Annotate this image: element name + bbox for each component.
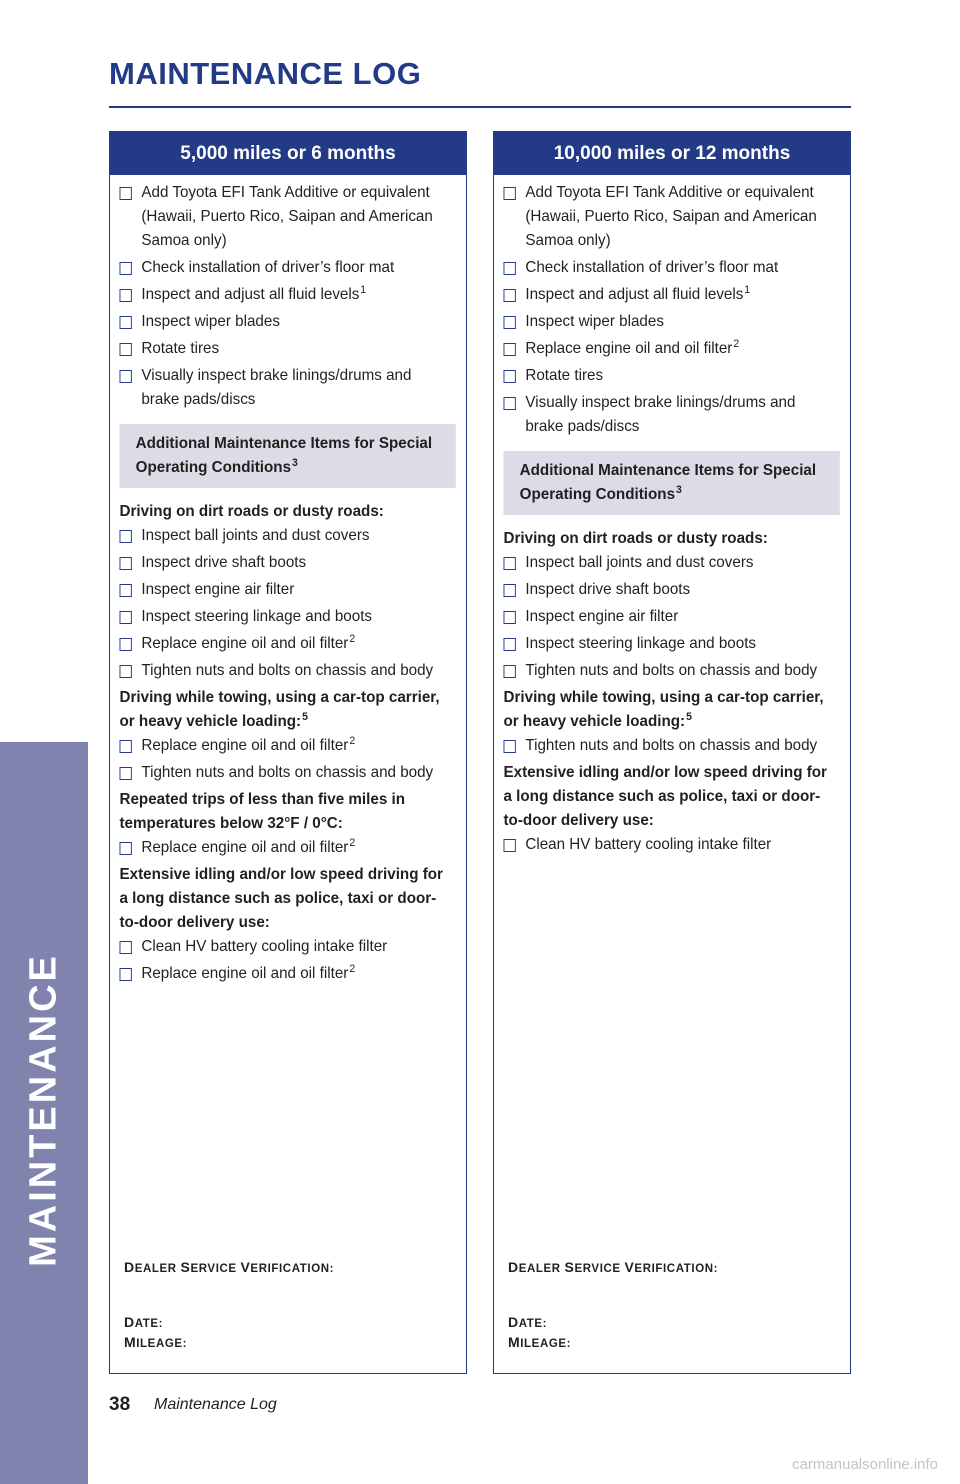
checklist-item bbox=[120, 256, 453, 280]
item-label: Check installation of driver’s floor mat bbox=[141, 259, 395, 276]
item-label: Add Toyota EFI Tank Additive or equivalent (Hawaii, Puerto Rico, Saipan and American Samoa only) bbox=[525, 184, 817, 249]
checklist-item bbox=[120, 337, 453, 361]
item-label: Tighten nuts and bolts on chassis and body bbox=[525, 662, 818, 679]
mileage-label: MILEAGE: bbox=[124, 1334, 188, 1350]
checklist-item-text bbox=[141, 605, 452, 629]
date-label: DATE: bbox=[124, 1314, 164, 1330]
checkbox-icon[interactable] bbox=[504, 262, 516, 275]
panel-header: 10,000 miles or 12 months bbox=[494, 132, 850, 175]
checkbox-icon[interactable] bbox=[120, 638, 132, 651]
checklist-item-text bbox=[525, 551, 836, 575]
checklist-item-text bbox=[525, 181, 836, 253]
checklist-item-text bbox=[141, 551, 452, 575]
checkbox-icon[interactable] bbox=[120, 584, 132, 597]
checklist-item bbox=[504, 181, 837, 253]
condition-heading bbox=[120, 686, 453, 734]
condition-heading bbox=[120, 863, 453, 935]
checklist-item bbox=[120, 310, 453, 334]
checklist-item bbox=[120, 659, 453, 683]
checklist-item-text bbox=[141, 283, 452, 307]
watermark-text: carmanualsonline.info bbox=[792, 1456, 938, 1473]
checklist-item bbox=[504, 659, 837, 683]
checkbox-icon[interactable] bbox=[120, 665, 132, 678]
checklist-item bbox=[120, 761, 453, 785]
checkbox-icon[interactable] bbox=[120, 968, 132, 981]
footnote-marker: 5 bbox=[302, 711, 308, 723]
item-label: Inspect ball joints and dust covers bbox=[141, 527, 370, 544]
condition-heading-text: Driving on dirt roads or dusty roads: bbox=[119, 503, 384, 520]
checklist-item-text bbox=[525, 391, 836, 439]
checklist-item bbox=[120, 524, 453, 548]
title-rule bbox=[109, 106, 851, 108]
checkbox-icon[interactable] bbox=[120, 611, 132, 624]
condition-heading bbox=[120, 500, 453, 524]
checkbox-icon[interactable] bbox=[504, 343, 516, 356]
checklist-item-text bbox=[141, 181, 452, 253]
checklist-item-text bbox=[525, 364, 836, 388]
checklist-item-text bbox=[141, 337, 452, 361]
checklist-item-text bbox=[525, 632, 836, 656]
footnote-marker: 2 bbox=[349, 963, 356, 975]
checklist-item bbox=[120, 734, 453, 758]
item-label: Inspect engine air filter bbox=[141, 581, 295, 598]
checklist-item bbox=[120, 578, 453, 602]
checklist-item bbox=[120, 836, 453, 860]
footnote-marker: 5 bbox=[686, 711, 692, 723]
checklist-item bbox=[120, 935, 453, 959]
checklist-item bbox=[504, 632, 837, 656]
checkbox-icon[interactable] bbox=[120, 187, 132, 200]
condition-heading-text: Driving on dirt roads or dusty roads: bbox=[503, 530, 768, 547]
condition-heading-text: Repeated trips of less than five miles in temperatures below 32°F / 0°C: bbox=[119, 791, 406, 832]
date-label: DATE: bbox=[508, 1314, 548, 1330]
checkbox-icon[interactable] bbox=[120, 316, 132, 329]
item-label: Replace engine oil and oil filter bbox=[141, 965, 349, 982]
item-label: Inspect drive shaft boots bbox=[141, 554, 307, 571]
checklist-item bbox=[120, 962, 453, 986]
checklist-item bbox=[504, 551, 837, 575]
checkbox-icon[interactable] bbox=[120, 262, 132, 275]
condition-heading bbox=[504, 686, 837, 734]
condition-heading-text: Extensive idling and/or low speed driving for a long distance such as police, taxi or door-to-door delivery use: bbox=[119, 866, 443, 931]
item-label: Replace engine oil and oil filter bbox=[141, 839, 349, 856]
checkbox-icon[interactable] bbox=[504, 187, 516, 200]
item-label: Rotate tires bbox=[525, 367, 604, 384]
condition-heading-text: Driving while towing, using a car-top carrier, or heavy vehicle loading: bbox=[119, 689, 440, 730]
checkbox-icon[interactable] bbox=[504, 611, 516, 624]
checklist-item bbox=[504, 605, 837, 629]
checkbox-icon[interactable] bbox=[120, 557, 132, 570]
checkbox-icon[interactable] bbox=[120, 343, 132, 356]
checkbox-icon[interactable] bbox=[504, 316, 516, 329]
item-label: Inspect and adjust all fluid levels bbox=[525, 286, 744, 303]
page-number: 38 bbox=[109, 1394, 131, 1415]
checkbox-icon[interactable] bbox=[504, 638, 516, 651]
dealer-verification-label: DEALER SERVICE VERIFICATION: bbox=[508, 1259, 719, 1275]
panel-content bbox=[494, 175, 846, 857]
item-label: Inspect drive shaft boots bbox=[525, 581, 691, 598]
checklist-item bbox=[504, 833, 837, 857]
footnote-marker: 3 bbox=[675, 484, 682, 496]
footnote-marker: 1 bbox=[744, 284, 751, 296]
item-label: Inspect wiper blades bbox=[141, 313, 280, 330]
item-label: Clean HV battery cooling intake filter bbox=[525, 836, 772, 853]
checklist-item bbox=[504, 310, 837, 334]
checklist-item bbox=[120, 605, 453, 629]
checklist-item-text bbox=[525, 283, 836, 307]
item-label: Inspect steering linkage and boots bbox=[141, 608, 373, 625]
checklist-item-text bbox=[525, 578, 836, 602]
item-label: Clean HV battery cooling intake filter bbox=[141, 938, 388, 955]
checklist-item bbox=[504, 391, 837, 439]
checkbox-icon[interactable] bbox=[504, 584, 516, 597]
checkbox-icon[interactable] bbox=[504, 839, 516, 852]
checklist-item bbox=[120, 551, 453, 575]
item-label: Replace engine oil and oil filter bbox=[525, 340, 733, 357]
item-label: Inspect steering linkage and boots bbox=[525, 635, 757, 652]
footnote-marker: 3 bbox=[291, 457, 298, 469]
item-label: Visually inspect brake linings/drums and brake pads/discs bbox=[141, 367, 412, 408]
item-label: Visually inspect brake linings/drums and brake pads/discs bbox=[525, 394, 796, 435]
checklist-item-text bbox=[141, 761, 452, 785]
panel-10000-miles bbox=[493, 131, 851, 1374]
footer-label: Maintenance Log bbox=[154, 1396, 277, 1413]
checklist-item bbox=[504, 256, 837, 280]
checkbox-icon[interactable] bbox=[120, 370, 132, 383]
additional-maintenance-title: Additional Maintenance Items for Special Operating Conditions bbox=[135, 435, 433, 476]
checklist-item-text bbox=[141, 310, 452, 334]
checklist-item-text bbox=[141, 962, 452, 986]
checkbox-icon[interactable] bbox=[120, 842, 132, 855]
item-label: Inspect and adjust all fluid levels bbox=[141, 286, 360, 303]
checklist-item-text bbox=[141, 256, 452, 280]
checklist-item bbox=[504, 578, 837, 602]
checklist-item-text bbox=[525, 734, 836, 758]
footnote-marker: 2 bbox=[733, 338, 740, 350]
condition-heading-text: Extensive idling and/or low speed driving for a long distance such as police, taxi or door-to-door delivery use: bbox=[503, 764, 827, 829]
checkbox-icon[interactable] bbox=[120, 767, 132, 780]
checklist-item bbox=[120, 364, 453, 412]
checklist-item-text bbox=[141, 734, 452, 758]
checklist-item-text bbox=[141, 632, 452, 656]
panel-content bbox=[110, 175, 462, 986]
checkbox-icon[interactable] bbox=[120, 289, 132, 302]
checklist-item-text bbox=[525, 605, 836, 629]
additional-maintenance-box bbox=[120, 424, 456, 488]
checklist-item-text bbox=[141, 935, 452, 959]
checklist-item-text bbox=[525, 833, 836, 857]
condition-heading bbox=[504, 527, 837, 551]
condition-heading-text: Driving while towing, using a car-top carrier, or heavy vehicle loading: bbox=[503, 689, 824, 730]
footnote-marker: 1 bbox=[360, 284, 367, 296]
checklist-item-text bbox=[141, 659, 452, 683]
checkbox-icon[interactable] bbox=[504, 397, 516, 410]
checkbox-icon[interactable] bbox=[504, 740, 516, 753]
page-title: MAINTENANCE LOG bbox=[109, 56, 422, 91]
checkbox-icon[interactable] bbox=[120, 530, 132, 543]
checklist-item-text bbox=[141, 836, 452, 860]
checkbox-icon[interactable] bbox=[504, 557, 516, 570]
item-label: Replace engine oil and oil filter bbox=[141, 737, 349, 754]
checklist-item bbox=[504, 364, 837, 388]
checklist-item bbox=[504, 283, 837, 307]
checklist-item-text bbox=[141, 364, 452, 412]
additional-maintenance-title: Additional Maintenance Items for Special Operating Conditions bbox=[519, 462, 817, 503]
checklist-item bbox=[120, 632, 453, 656]
item-label: Tighten nuts and bolts on chassis and body bbox=[525, 737, 818, 754]
checkbox-icon[interactable] bbox=[504, 665, 516, 678]
panel-5000-miles bbox=[109, 131, 467, 1374]
checklist-item-text bbox=[141, 524, 452, 548]
sidebar-label: MAINTENANCE bbox=[22, 953, 65, 1267]
item-label: Tighten nuts and bolts on chassis and body bbox=[141, 764, 434, 781]
checklist-item bbox=[504, 337, 837, 361]
additional-maintenance-box bbox=[504, 451, 840, 515]
footnote-marker: 2 bbox=[349, 633, 356, 645]
checkbox-icon[interactable] bbox=[504, 370, 516, 383]
checklist-item-text bbox=[525, 337, 836, 361]
condition-heading bbox=[120, 788, 453, 836]
footnote-marker: 2 bbox=[349, 735, 356, 747]
checkbox-icon[interactable] bbox=[120, 941, 132, 954]
footnote-marker: 2 bbox=[349, 837, 356, 849]
item-label: Replace engine oil and oil filter bbox=[141, 635, 349, 652]
item-label: Inspect wiper blades bbox=[525, 313, 664, 330]
item-label: Check installation of driver’s floor mat bbox=[525, 259, 779, 276]
item-label: Rotate tires bbox=[141, 340, 220, 357]
item-label: Tighten nuts and bolts on chassis and body bbox=[141, 662, 434, 679]
checklist-item-text bbox=[525, 256, 836, 280]
item-label: Inspect engine air filter bbox=[525, 608, 679, 625]
checklist-item bbox=[120, 181, 453, 253]
checklist-item bbox=[120, 283, 453, 307]
checkbox-icon[interactable] bbox=[504, 289, 516, 302]
panel-header: 5,000 miles or 6 months bbox=[110, 132, 466, 175]
checklist-item-text bbox=[141, 578, 452, 602]
mileage-label: MILEAGE: bbox=[508, 1334, 572, 1350]
dealer-verification-label: DEALER SERVICE VERIFICATION: bbox=[124, 1259, 335, 1275]
item-label: Add Toyota EFI Tank Additive or equivalent (Hawaii, Puerto Rico, Saipan and American Samoa only) bbox=[141, 184, 433, 249]
checkbox-icon[interactable] bbox=[120, 740, 132, 753]
checklist-item-text bbox=[525, 659, 836, 683]
checklist-item bbox=[504, 734, 837, 758]
checklist-item-text bbox=[525, 310, 836, 334]
item-label: Inspect ball joints and dust covers bbox=[525, 554, 754, 571]
condition-heading bbox=[504, 761, 837, 833]
